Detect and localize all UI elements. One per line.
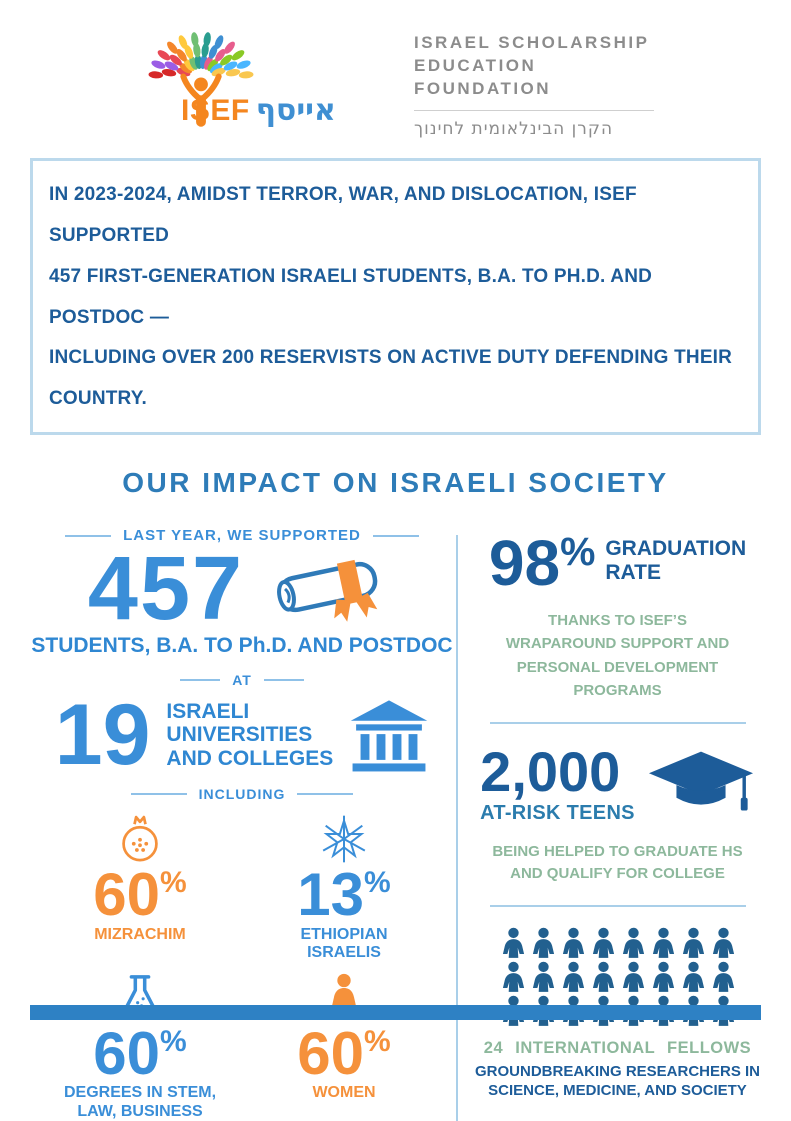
wordmark-hebrew: אייסף (255, 93, 336, 128)
person-icon (591, 961, 616, 992)
rule-line (131, 793, 187, 795)
stat-label: MIZRACHIM (94, 925, 186, 943)
person-icon (501, 927, 526, 958)
rule-line (373, 535, 419, 537)
org-divider (414, 110, 654, 111)
teens-label: AT-RISK TEENS (480, 802, 635, 825)
graduation-subtext: THANKS TO ISEF’S WRAPAROUND SUPPORT AND PERSONAL DEVELOPMENT PROGRAMS (505, 612, 730, 699)
stat-number: 60 (297, 1019, 365, 1087)
pomegranate-icon (114, 814, 166, 864)
banner-line-1: IN 2023-2024, AMIDST TERROR, WAR, AND DISLOCATION, ISEF SUPPORTED (49, 184, 637, 246)
stat-stem (38, 973, 242, 1121)
person-icon (711, 927, 736, 958)
org-name-block (414, 26, 654, 139)
org-name-line1: ISRAEL SCHOLARSHIP (414, 33, 650, 52)
section-title: OUR IMPACT ON ISRAELI SOCIETY (122, 467, 669, 499)
universities-label (166, 700, 333, 771)
person-icon (711, 961, 736, 992)
stat-ethiopian (242, 814, 446, 963)
wordmark (181, 93, 336, 128)
at-label: AT (232, 672, 252, 689)
person-icon (621, 927, 646, 958)
stat-number: 60 (93, 861, 161, 929)
graduation-value (488, 527, 596, 600)
universities-stat (28, 687, 456, 784)
graduation-cap-icon (647, 749, 755, 821)
percent-sign: % (160, 1025, 187, 1059)
org-name-hebrew: הקרן הבינלאומית לחינוך (414, 118, 614, 139)
demographics-grid (38, 814, 446, 1121)
stat-value (93, 861, 187, 929)
org-name-line2: EDUCATION FOUNDATION (414, 55, 552, 98)
graduation-number: 98 (488, 527, 561, 600)
star-icon (319, 814, 369, 864)
person-icon (651, 927, 676, 958)
person-icon (591, 927, 616, 958)
person-icon (651, 961, 676, 992)
university-building-icon (349, 698, 429, 772)
percent-sign: % (160, 866, 187, 900)
banner-line-3: INCLUDING OVER 200 RESERVISTS ON ACTIVE DUTY DEFENDING THEIR COUNTRY. (49, 347, 733, 410)
banner-line-2: 457 FIRST-GENERATION ISRAELI STUDENTS, B.A. TO PH.D. AND POSTDOC — (49, 265, 653, 328)
horizontal-divider (490, 722, 746, 724)
person-icon (531, 961, 556, 992)
percent-sign: % (364, 866, 391, 900)
percent-sign: % (364, 1025, 391, 1059)
teens-subtext: BEING HELPED TO GRADUATE HS AND QUALIFY FOR COLLEGE (492, 843, 743, 882)
stat-label: DEGREES IN STEM, LAW, BUSINESS (63, 1084, 217, 1120)
person-icon (681, 927, 706, 958)
impact-columns (28, 527, 763, 1121)
universities-count: 19 (54, 687, 151, 784)
at-row (28, 672, 456, 688)
rule-line (180, 679, 220, 681)
including-label: INCLUDING (198, 786, 286, 803)
stat-women (242, 973, 446, 1121)
fellows-label: 24 INTERNATIONAL FELLOWS (483, 1038, 752, 1057)
teens-count: 2,000 (480, 740, 621, 804)
stat-label: WOMEN (312, 1084, 376, 1102)
diploma-scroll-icon (260, 549, 396, 629)
universities-label-line1: ISRAELI (166, 699, 250, 723)
including-row (28, 786, 456, 802)
stat-number: 60 (93, 1019, 161, 1087)
fellows-subtext: GROUNDBREAKING RESEARCHERS IN SCIENCE, MEDICINE, AND SOCIETY (474, 1062, 761, 1100)
stat-value (297, 1019, 391, 1087)
rule-line (65, 535, 111, 537)
person-icon (681, 961, 706, 992)
horizontal-divider (490, 905, 746, 907)
graduation-label-line2: RATE (605, 560, 661, 584)
left-column (28, 527, 456, 1121)
rule-line (297, 793, 353, 795)
right-column (458, 527, 763, 1121)
person-icon (621, 961, 646, 992)
stat-value (297, 861, 391, 929)
stat-value (93, 1019, 187, 1087)
universities-label-line3: AND COLLEGES (166, 746, 334, 770)
rule-line (264, 679, 304, 681)
stat-mizrachim (38, 814, 242, 963)
person-icon (561, 927, 586, 958)
teens-text (480, 740, 635, 825)
kicker-label: LAST YEAR, WE SUPPORTED (123, 527, 361, 545)
brand-header (0, 0, 791, 142)
teens-stat (472, 740, 763, 825)
graduation-label-line1: GRADUATION (605, 537, 747, 561)
headline-banner (30, 158, 761, 435)
students-count: 457 (87, 539, 245, 640)
wordmark-latin: ISEF (181, 94, 250, 127)
students-stat (28, 539, 456, 640)
brand-logo (137, 26, 372, 130)
person-icon (561, 961, 586, 992)
person-icon (531, 927, 556, 958)
footer-bar (30, 1005, 761, 1020)
stat-number: 13 (297, 861, 365, 929)
stat-label: ETHIOPIAN ISRAELIS (300, 925, 388, 962)
graduation-label (605, 537, 746, 584)
person-icon (501, 961, 526, 992)
students-label: STUDENTS, B.A. TO Ph.D. AND POSTDOC (31, 634, 453, 658)
universities-label-line2: UNIVERSITIES (166, 723, 313, 747)
tree-canopy (148, 32, 253, 79)
percent-sign: % (560, 530, 596, 575)
graduation-stat (472, 527, 763, 600)
